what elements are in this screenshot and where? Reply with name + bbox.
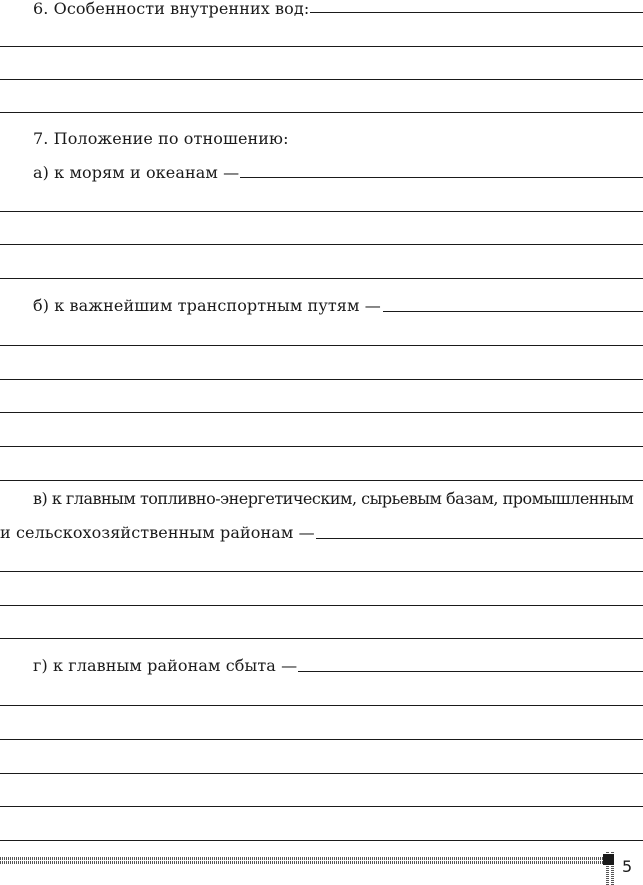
question-6-label: 6. Особенности внутренних вод: <box>33 0 310 18</box>
item-g-label: г) к главным районам сбыта — <box>33 656 298 675</box>
answer-line[interactable] <box>298 671 643 672</box>
answer-line[interactable] <box>0 571 643 572</box>
answer-line[interactable] <box>0 211 643 212</box>
answer-line[interactable] <box>0 840 643 841</box>
answer-line[interactable] <box>0 379 643 380</box>
page-number: 5 <box>622 857 633 876</box>
item-b-label: б) к важнейшим транспортным путям — <box>33 296 381 315</box>
answer-line[interactable] <box>316 538 643 539</box>
answer-line[interactable] <box>0 773 643 774</box>
answer-line[interactable] <box>383 311 643 312</box>
answer-line[interactable] <box>0 345 643 346</box>
answer-line[interactable] <box>240 177 643 178</box>
footer-dotted-rule <box>0 861 604 864</box>
question-7-label: 7. Положение по отношению: <box>33 129 289 148</box>
answer-line[interactable] <box>0 638 643 639</box>
answer-line[interactable] <box>0 806 643 807</box>
footer-dotted-rule <box>0 857 604 860</box>
answer-line[interactable] <box>0 79 643 80</box>
answer-line[interactable] <box>0 112 643 113</box>
answer-line[interactable] <box>310 12 643 13</box>
answer-line[interactable] <box>0 446 643 447</box>
page-marker-square <box>603 854 614 865</box>
answer-line[interactable] <box>0 480 643 481</box>
answer-line[interactable] <box>0 244 643 245</box>
answer-line[interactable] <box>0 46 643 47</box>
item-a-label: а) к морям и океанам — <box>33 163 240 182</box>
answer-line[interactable] <box>0 412 643 413</box>
answer-line[interactable] <box>0 739 643 740</box>
item-v-label-line1: в) к главным топливно-энергетическим, сырьевым базам, промышленным <box>33 489 634 508</box>
answer-line[interactable] <box>0 705 643 706</box>
item-v-label-line2: и сельскохозяйственным районам — <box>0 523 315 542</box>
answer-line[interactable] <box>0 605 643 606</box>
answer-line[interactable] <box>0 278 643 279</box>
